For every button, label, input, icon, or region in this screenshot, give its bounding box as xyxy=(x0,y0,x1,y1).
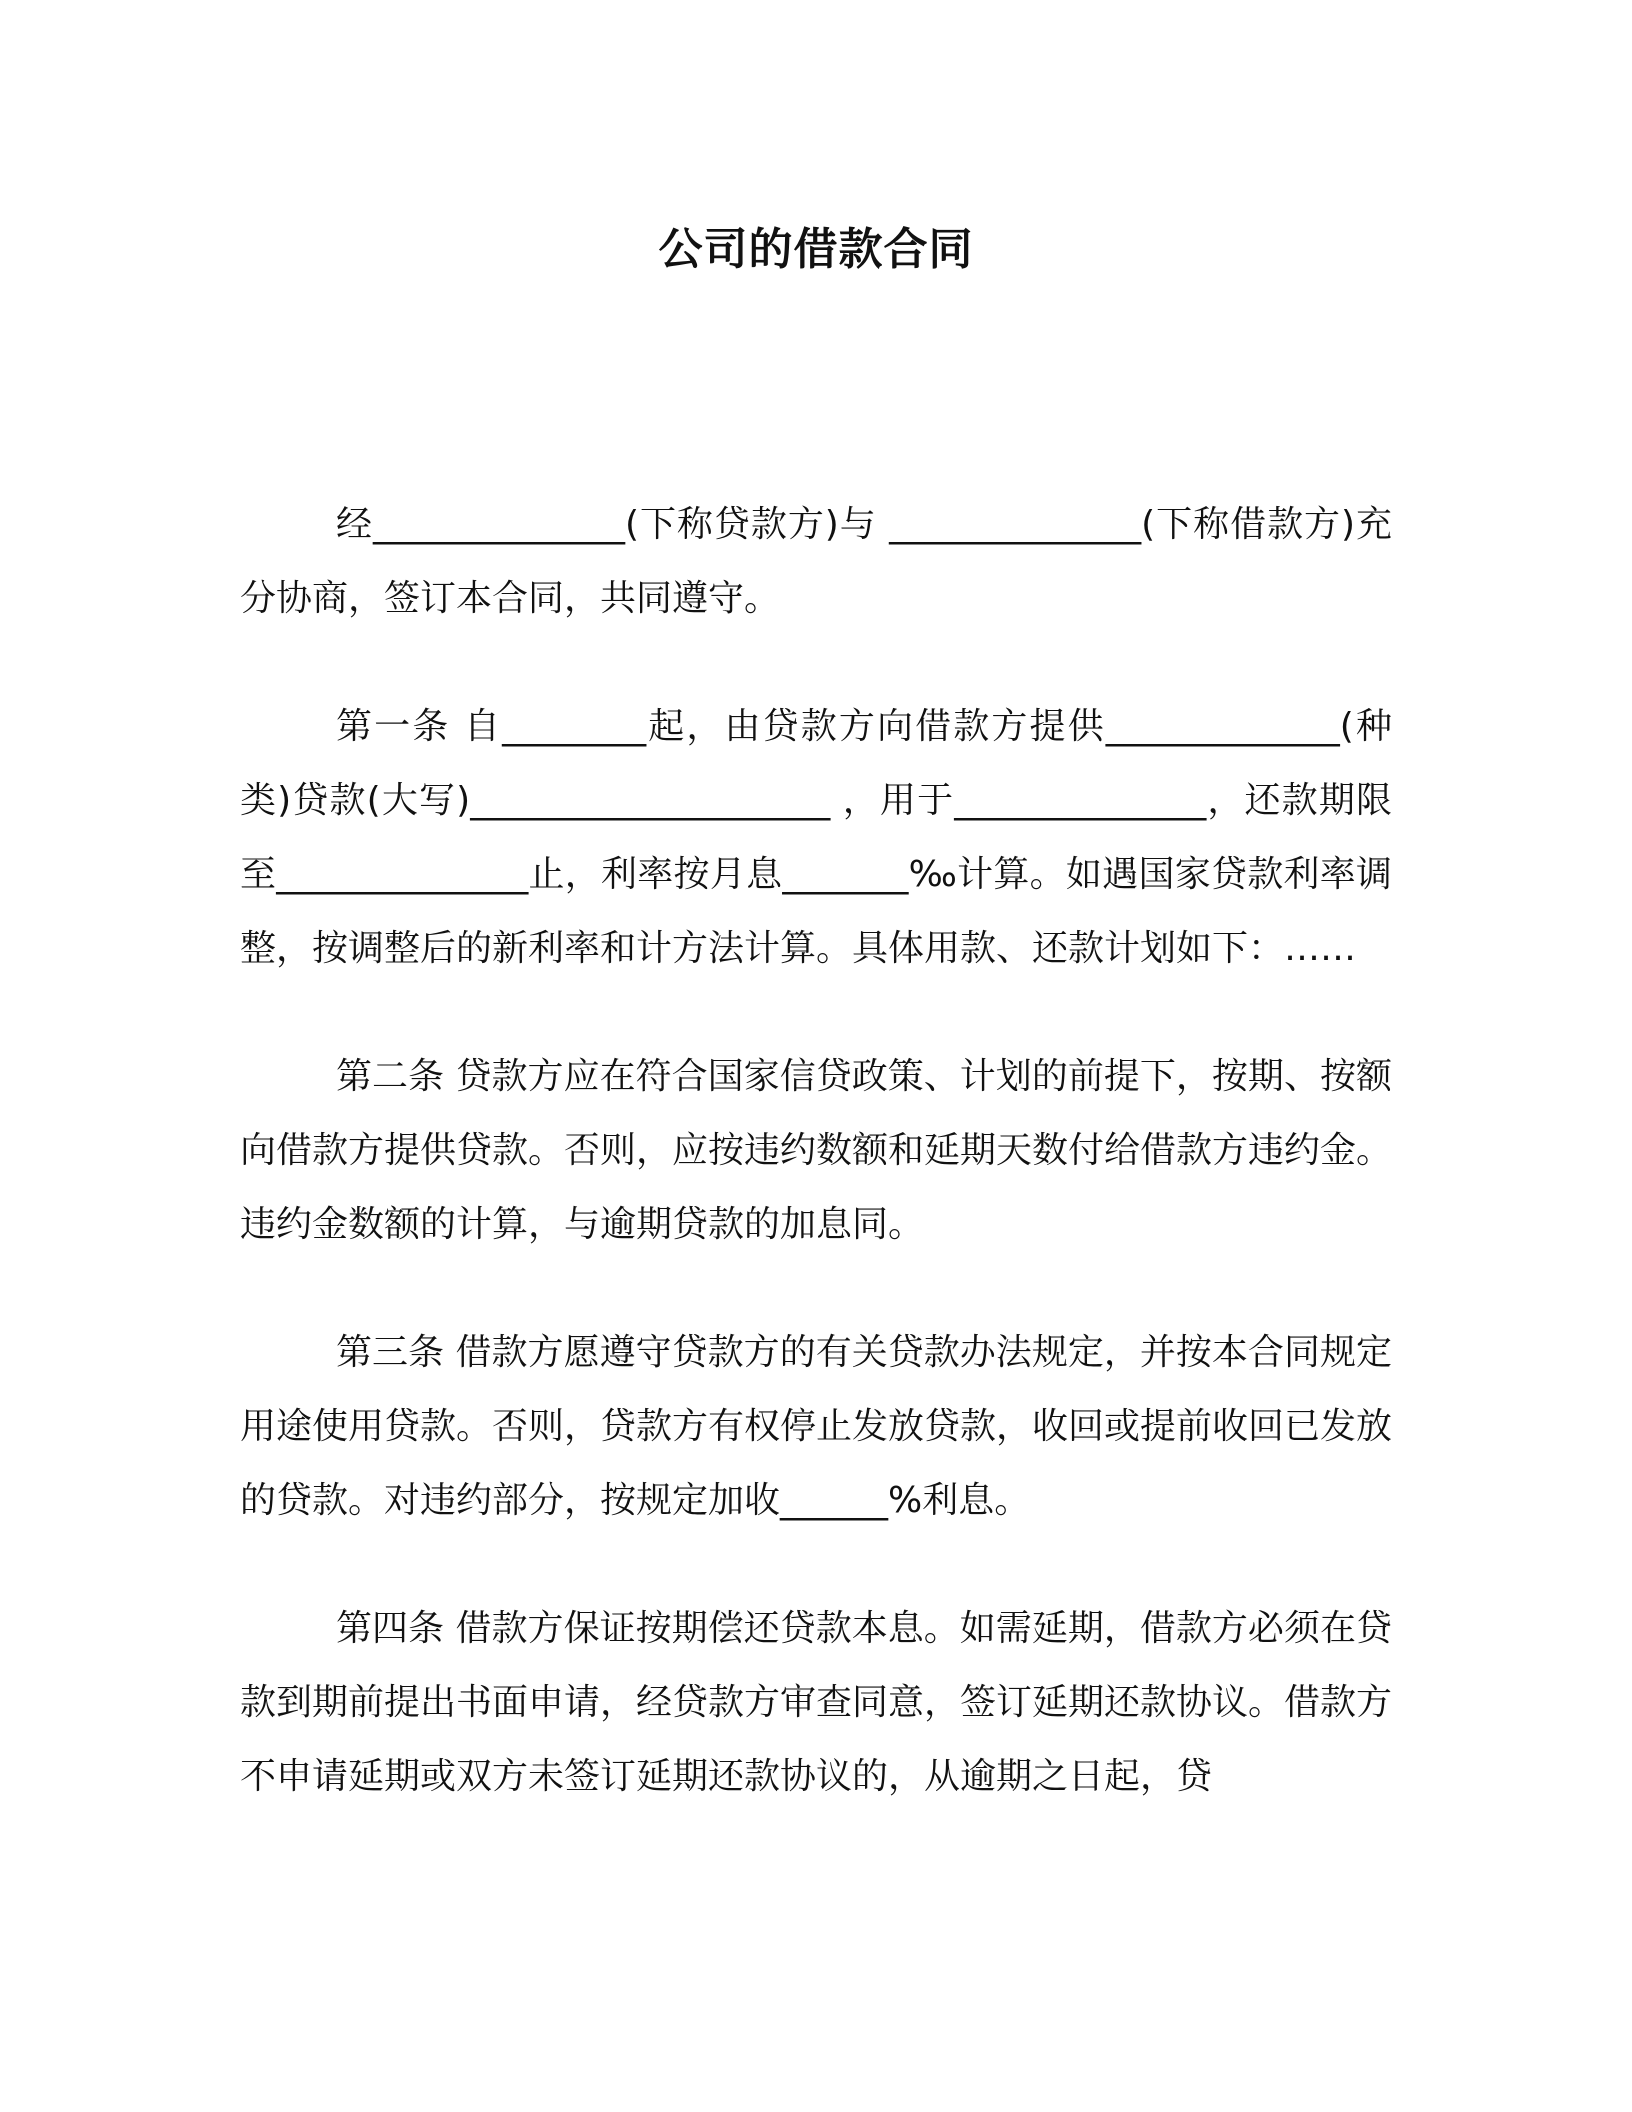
paragraph-preamble: 经______________(下称贷款方)与 ______________(下称借款方)充分协商，签订本合同，共同遵守。 xyxy=(240,504,1392,619)
paragraph-article-1: 第一条 自________起，由贷款方向借款方提供_____________(种类)贷款(大写)____________________ ，用于______________，还款期限至______________止，利率按月息_______‰计算。如遇国家贷款利率调整，按调整后的新利率和计方法计算。具体用款、还款计划如下：…… xyxy=(240,706,1392,969)
paragraph-article-4: 第四条 借款方保证按期偿还贷款本息。如需延期，借款方必须在贷款到期前提出书面申请，经贷款方审查同意，签订延期还款协议。借款方不申请延期或双方未签订延期还款协议的，从逾期之日起，贷 xyxy=(240,1608,1393,1797)
document-body xyxy=(240,488,1392,1868)
paragraph-article-3: 第三条 借款方愿遵守贷款方的有关贷款办法规定，并按本合同规定用途使用贷款。否则，贷款方有权停止发放贷款，收回或提前收回已发放的贷款。对违约部分，按规定加收______%利息。 xyxy=(240,1332,1393,1521)
document-title: 公司的借款合同 xyxy=(658,224,974,275)
paragraph-article-2: 第二条 贷款方应在符合国家信贷政策、计划的前提下，按期、按额向借款方提供贷款。否则，应按违约数额和延期天数付给借款方违约金。违约金数额的计算，与逾期贷款的加息同。 xyxy=(240,1056,1393,1245)
